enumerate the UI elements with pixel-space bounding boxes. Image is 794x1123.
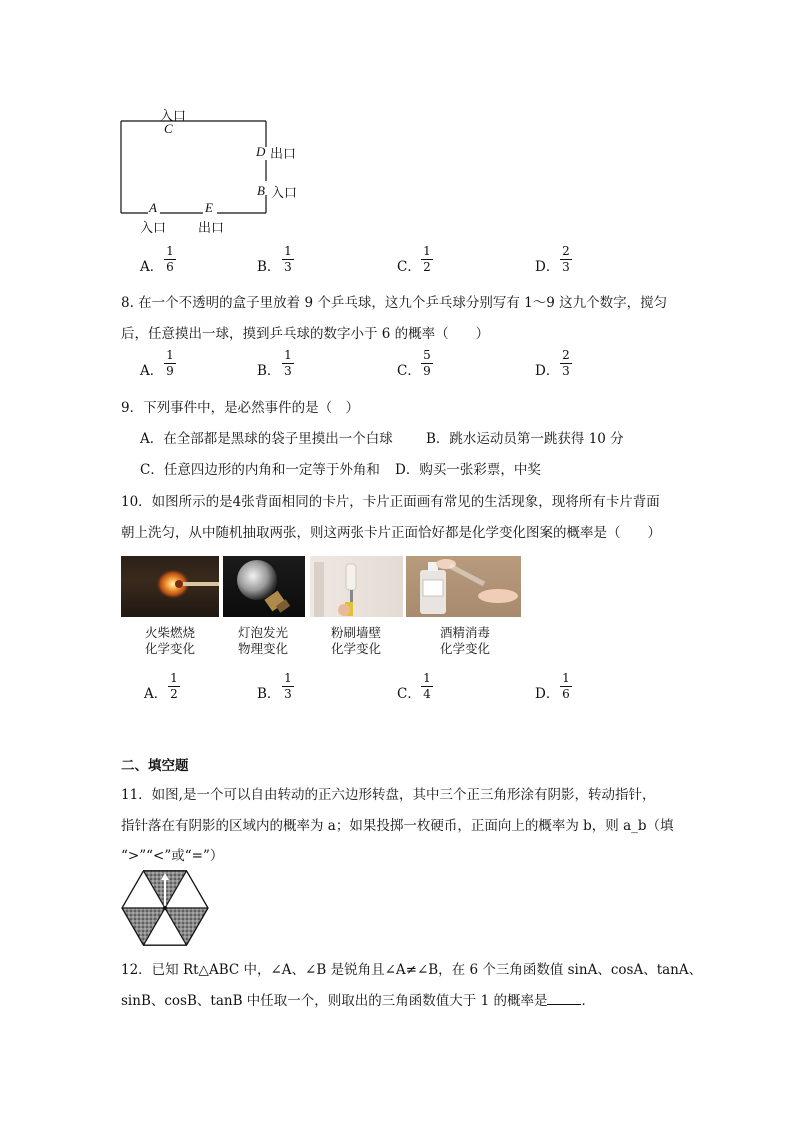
- q10-option-b-fraction: 1 3: [282, 672, 294, 701]
- q10-stem-line1: 10．如图所示的是4张背面相同的卡片，卡片正面画有常见的生活现象，现将所有卡片背面: [121, 494, 660, 510]
- card-caption-3: 粉刷墙壁 化学变化: [330, 625, 381, 656]
- q11-stem-line1: 11．如图,是一个可以自由转动的正六边形转盘，其中三个正三角形涂有阴影，转动指针，: [121, 787, 656, 803]
- q7-option-a-fraction: 1 6: [164, 245, 176, 274]
- label-d-exit: 出口: [270, 147, 297, 162]
- q8-option-d-fraction: 2 3: [560, 349, 572, 378]
- q11-stem-line3: “>”“<”或“=”）: [121, 848, 224, 864]
- q8-option-c-fraction: 5 9: [421, 349, 433, 378]
- card-caption-4: 酒精消毒 化学变化: [439, 625, 490, 656]
- q8-option-b-label: B．: [257, 363, 281, 379]
- q7-option-d-label: D．: [535, 259, 560, 275]
- card-caption-1: 火柴燃烧 化学变化: [144, 625, 195, 656]
- q7-option-d-fraction: 2 3: [560, 245, 572, 274]
- q12-stem-line2: [121, 989, 595, 1009]
- q8-option-b-fraction: 1 3: [282, 349, 294, 378]
- q10-option-d-fraction: 1 6: [560, 672, 572, 701]
- label-c: C: [164, 121, 173, 136]
- q7-option-c-fraction: 1 2: [421, 245, 433, 274]
- q8-stem-line1: 8. 在一个不透明的盒子里放着 9 个乒乓球，这九个乒乓球分别写有 1～9 这九个数字，搅匀: [121, 295, 668, 311]
- q12-stem-line2-text: sinB、cosB、tanB 中任取一个，则取出的三角函数值大于 1 的概率是: [121, 993, 548, 1009]
- q10-option-c-fraction: 1 4: [421, 672, 433, 701]
- shaded-triangle-left: [122, 908, 165, 945]
- q8-option-a-fraction: 1 9: [164, 349, 176, 378]
- label-c-entrance: 入口: [160, 109, 187, 124]
- answer-blank[interactable]: [547, 992, 581, 1005]
- q11-stem-line2: 指针落在有阴影的区域内的概率为 a；如果投掷一枚硬币，正面向上的概率为 b，则 a_b（填: [121, 818, 674, 834]
- label-b-entrance: 入口: [271, 186, 298, 201]
- section-title-fill-in: 二、填空题: [121, 758, 189, 773]
- q7-option-c-label: C．: [397, 259, 421, 275]
- hexagon-spinner-figure: [118, 866, 212, 950]
- q9-option-d: D．购买一张彩票，中奖: [395, 462, 541, 478]
- q7-option-b-fraction: 1 3: [282, 245, 294, 274]
- q12-stem-line2-end: ．: [581, 993, 595, 1009]
- shaded-triangle-right: [165, 908, 208, 945]
- q8-option-a-label: A．: [140, 363, 164, 379]
- q8-stem-line2: 后，任意摸出一球，摸到乒乓球的数字小于 6 的概率（ ）: [121, 326, 490, 342]
- card-caption-2: 灯泡发光 物理变化: [237, 625, 288, 656]
- q10-option-b-label: B．: [257, 686, 281, 702]
- alcohol-disinfect-image: [406, 556, 521, 617]
- label-e: E: [205, 200, 213, 215]
- q10-option-a-label: A．: [144, 686, 168, 702]
- q10-option-c-label: C．: [397, 686, 421, 702]
- q9-stem: 9．下列事件中，是必然事件的是（ ）: [121, 400, 360, 416]
- light-bulb-image: [223, 556, 305, 617]
- q7-option-a-label: A．: [140, 259, 164, 275]
- q10-option-a-fraction: 1 2: [168, 672, 180, 701]
- q9-option-a: A．在全部都是黑球的袋子里摸出一个白球: [140, 431, 393, 447]
- q8-option-d-label: D．: [535, 363, 560, 379]
- label-e-exit: 出口: [198, 221, 225, 236]
- painting-wall-image: [310, 556, 403, 617]
- match-burning-image: [121, 556, 219, 617]
- q10-stem-line2: 朝上洗匀，从中随机抽取两张，则这两张卡片正面恰好都是化学变化图案的概率是（ ）: [121, 525, 661, 541]
- label-d: D: [256, 144, 266, 159]
- label-b: B: [257, 183, 265, 198]
- q9-option-c: C．任意四边形的内角和一定等于外角和: [140, 462, 380, 478]
- q8-option-c-label: C．: [397, 363, 421, 379]
- q12-stem-line1: 12．已知 Rt△ABC 中，∠A、∠B 是锐角且∠A≠∠B，在 6 个三角函数值 sinA、cosA、tanA、: [121, 962, 703, 978]
- label-a: A: [149, 200, 157, 215]
- q9-option-b: B．跳水运动员第一跳获得 10 分: [426, 431, 624, 447]
- label-a-entrance: 入口: [140, 221, 167, 236]
- q10-option-d-label: D．: [535, 686, 560, 702]
- q7-option-b-label: B．: [257, 259, 281, 275]
